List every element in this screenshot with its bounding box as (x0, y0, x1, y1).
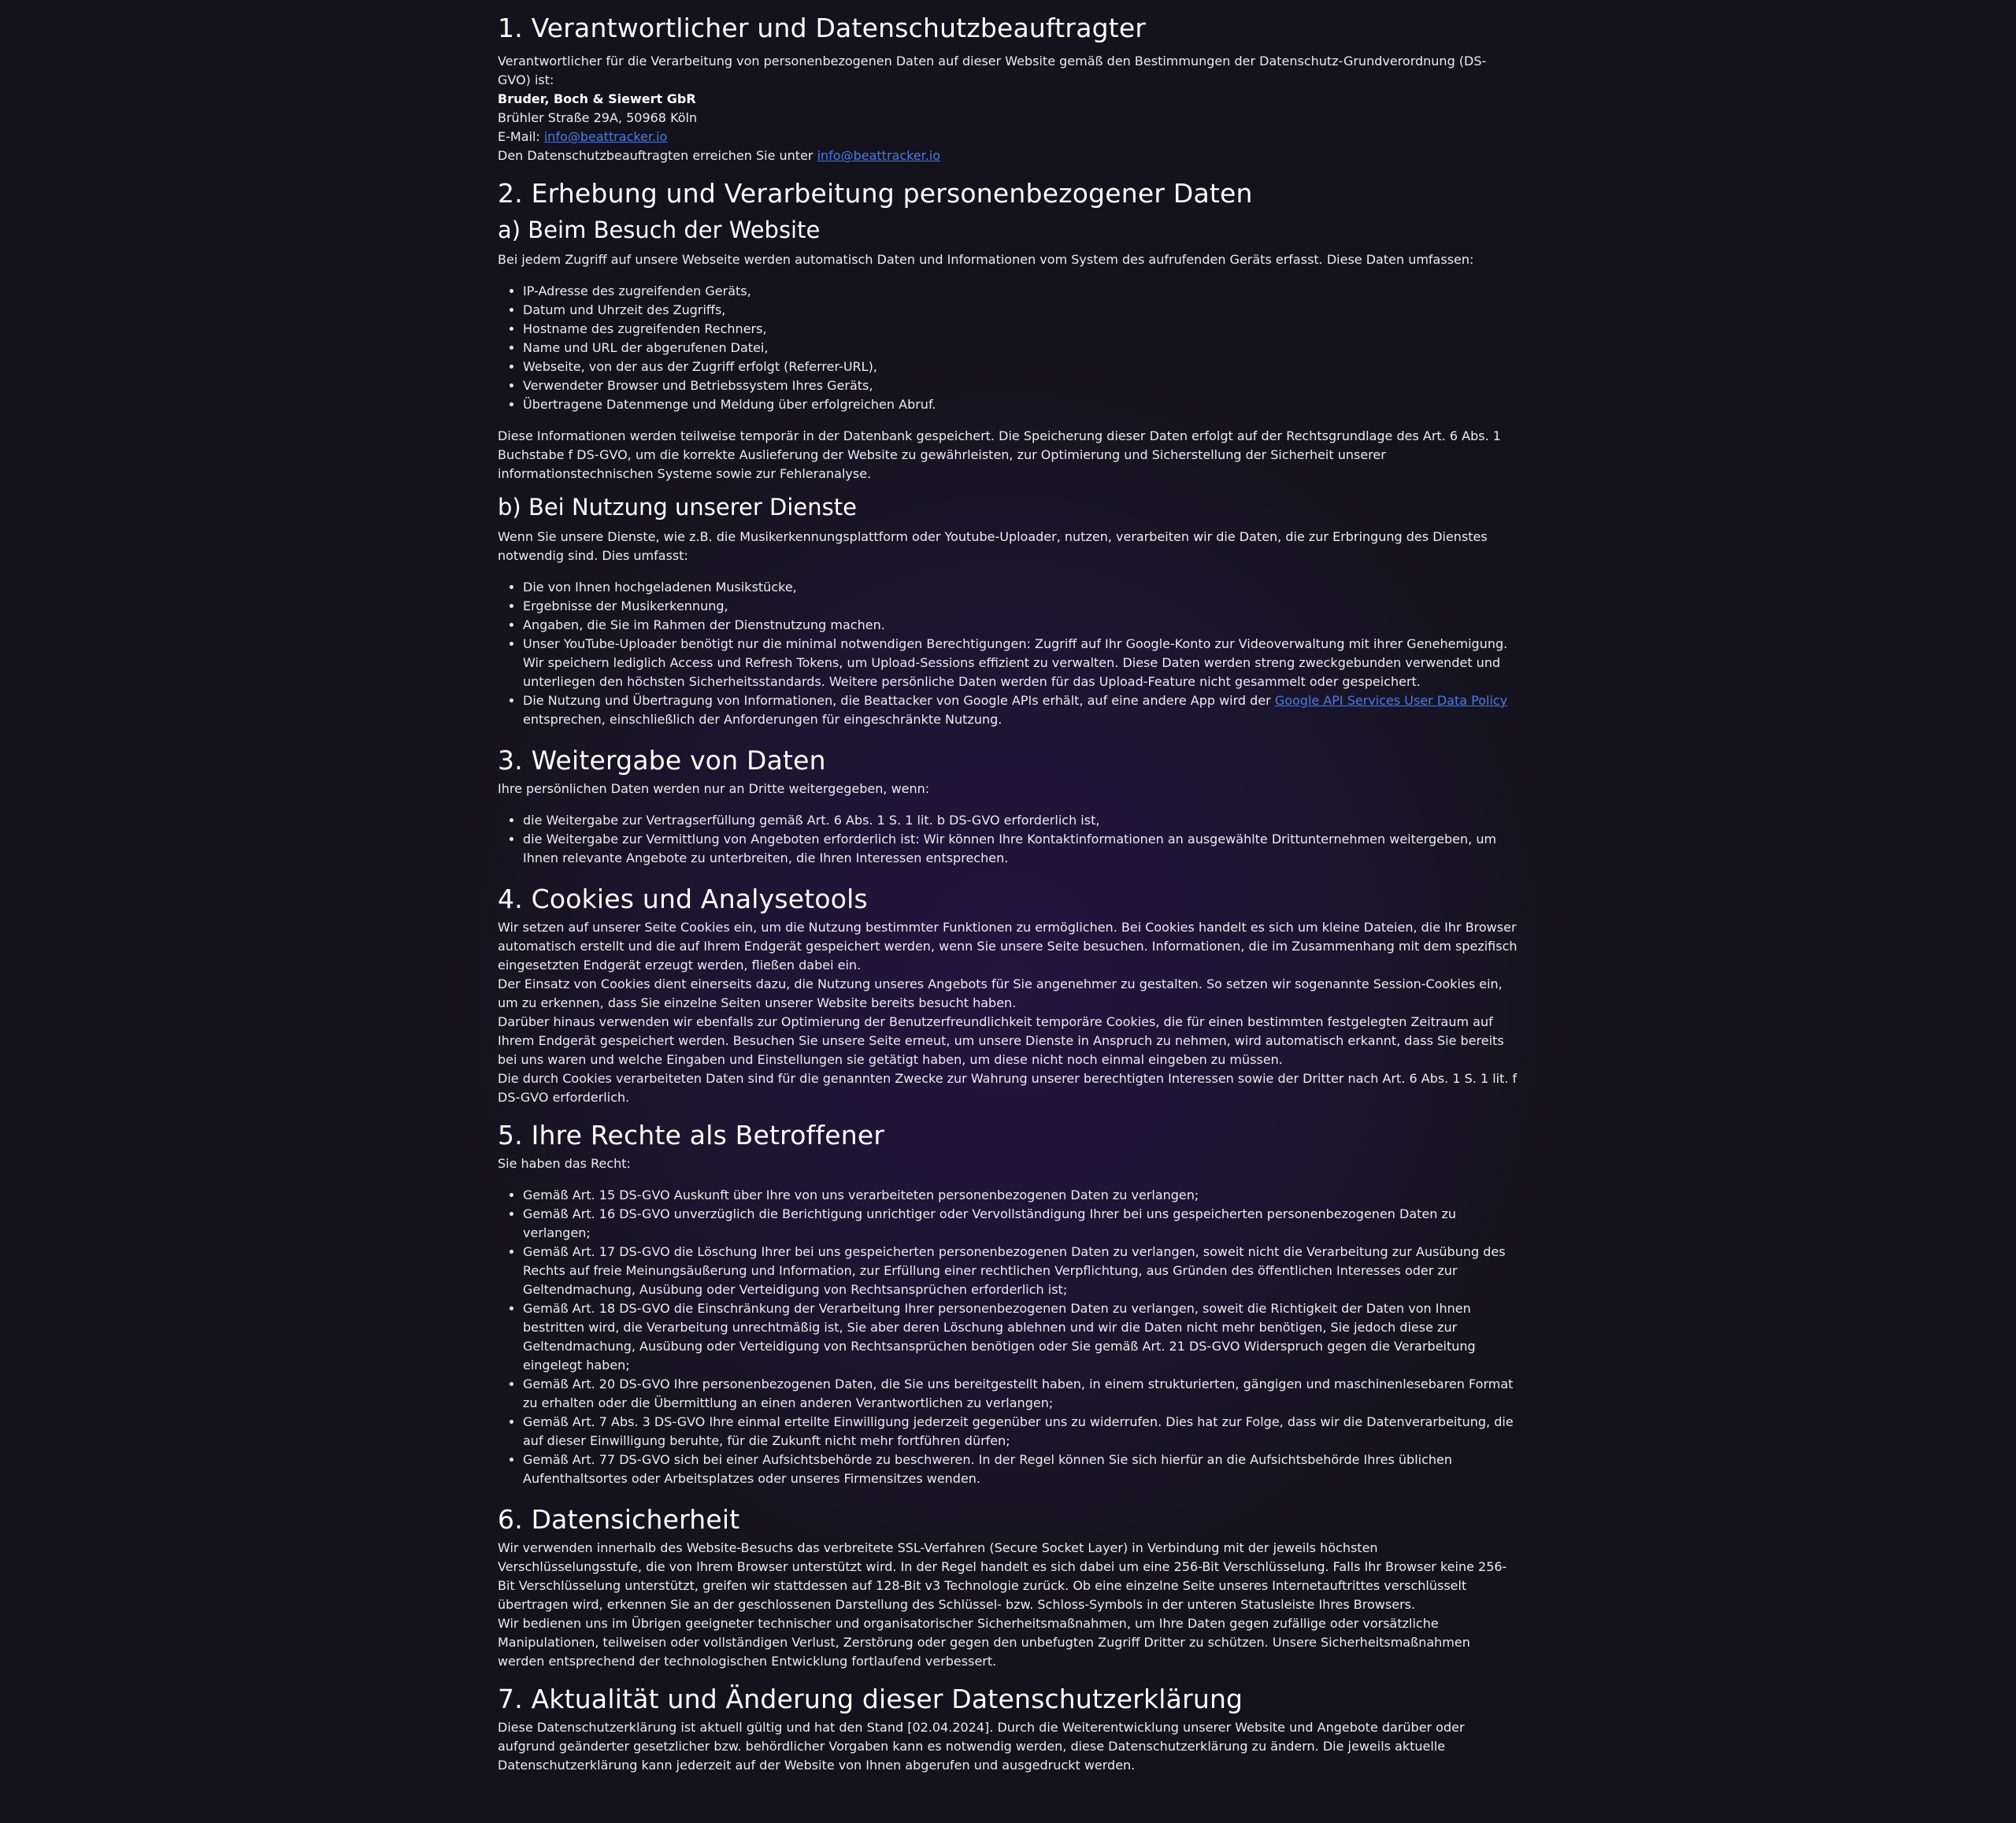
cookies-paragraph: Wir setzen auf unserer Seite Cookies ein, um die Nutzung bestimmter Funktionen zu ermöglichen. Bei Cookies handelt es sich um kleine Dateien, die Ihr Browser automatisch erstellt und die auf Ihrem Endgerät gespeichert werden, wenn Sie unsere Seite besuchen. Informationen, die im Zusammenhang mit dem spezifisch eingesetzten Endgerät erzeugt werden, fließen dabei ein. (498, 920, 1518, 973)
section-4-title: 4. Cookies und Analysetools (498, 884, 868, 914)
section-1-title: 1. Verantwortlicher und Datenschutzbeauftragter (498, 13, 1147, 43)
subsection-2a-intro: Bei jedem Zugriff auf unsere Webseite werden automatisch Daten und Informationen vom System des aufrufenden Geräts erfasst. Diese Daten umfassen: (498, 252, 1474, 267)
list-item: • Gemäß Art. 18 DS-GVO die Einschränkung der Verarbeitung Ihrer personenbezogenen Daten zu verlangen, soweit die Richtigkeit der Daten von Ihnen bestritten wird, die Verarbeitung unrechtmäßig ist, Sie aber deren Löschung ablehnen und wir die Daten nicht mehr benötigen, Sie jedoch diese zur Geltendmachung, Ausübung oder Verteidigung von Rechtsansprüchen benötigen oder Sie gemäß Art. 21 DS-GVO Widerspruch gegen die Verarbeitung eingelegt haben; (523, 1299, 1518, 1375)
list-item: • Gemäß Art. 7 Abs. 3 DS-GVO Ihre einmal erteilte Einwilligung jederzeit gegenüber uns zu widerrufen. Dies hat zur Folge, dass wir die Datenverarbeitung, die auf dieser Einwilligung beruhte, für die Zukunft nicht mehr fortführen dürfen; (523, 1413, 1518, 1451)
section-3-intro: Ihre persönlichen Daten werden nur an Dritte weitergegeben, wenn: (498, 781, 930, 796)
email-label: E-Mail: (498, 129, 544, 144)
list-item: • Verwendeter Browser und Betriebssystem Ihres Geräts, (523, 376, 1518, 395)
section-3-title: 3. Weitergabe von Daten (498, 745, 826, 776)
security-paragraph: Wir bedienen uns im Übrigen geeigneter technischer und organisatorischer Sicherheitsmaßnahmen, um Ihre Daten gegen zufällige oder vorsätzliche Manipulationen, teilweisen oder vollständigen Verlust, Zerstörung oder gegen den unbefugten Zugriff Dritter zu schützen. Unsere Sicherheitsmaßnahmen werden entsprechend der technologischen Entwicklung fortlaufend verbessert. (498, 1616, 1470, 1669)
section-7-title: 7. Aktualität und Änderung dieser Datenschutzerklärung (498, 1684, 1243, 1714)
section-controller (498, 9, 1518, 165)
subsection-2b-title: b) Bei Nutzung unserer Dienste (498, 494, 857, 521)
privacy-policy-content (498, 9, 1518, 1775)
google-api-text-suffix: entsprechen, einschließlich der Anforderungen für eingeschränkte Nutzung. (523, 712, 1002, 727)
list-item: • Angaben, die Sie im Rahmen der Dienstnutzung machen. (523, 616, 1518, 635)
list-item: • Webseite, von der aus der Zugriff erfolgt (Referrer-URL), (523, 358, 1518, 376)
section-data-collection (498, 175, 1518, 729)
list-item: • Übertragene Datenmenge und Meldung über erfolgreichen Abruf. (523, 395, 1518, 414)
collected-data-list (498, 282, 1518, 414)
list-item: • Hostname des zugreifenden Rechners, (523, 320, 1518, 339)
email-line (498, 128, 1518, 146)
cookies-paragraph: Darüber hinaus verwenden wir ebenfalls zur Optimierung der Benutzerfreundlichkeit temporäre Cookies, die für einen bestimmten festgelegten Zeitraum auf Ihrem Endgerät gespeichert werden. Besuchen Sie unsere Seite erneut, um unsere Dienste in Anspruch zu nehmen, wird automatisch erkannt, dass Sie bereits bei uns waren und welche Eingaben und Einstellungen sie getätigt haben, um diese nicht noch einmal eingeben zu müssen. (498, 1014, 1504, 1067)
list-item: • Ergebnisse der Musikerkennung, (523, 597, 1518, 616)
service-data-list (498, 578, 1518, 729)
sharing-list (498, 811, 1518, 868)
company-name-text: Bruder, Boch & Siewert GbR (498, 91, 696, 106)
updates-paragraph: Diese Datenschutzerklärung ist aktuell gültig und hat den Stand [02.04.2024]. Durch die Weiterentwicklung unserer Website und Angebote darüber oder aufgrund geänderter gesetzlicher bzw. behördlicher Vorgaben kann es notwendig werden, diese Datenschutzerklärung zu ändern. Die jeweils aktuelle Datenschutzerklärung kann jederzeit auf der Website von Ihnen abgerufen und ausgedruckt werden. (498, 1720, 1465, 1773)
rights-list (498, 1186, 1518, 1488)
list-item: • die Weitergabe zur Vertragserfüllung gemäß Art. 6 Abs. 1 S. 1 lit. b DS-GVO erforderlich ist, (523, 811, 1518, 830)
cookies-paragraph: Der Einsatz von Cookies dient einerseits dazu, die Nutzung unseres Angebots für Sie angenehmer zu gestalten. So setzen wir sogenannte Session-Cookies ein, um zu erkennen, dass Sie einzelne Seiten unserer Website bereits besucht haben. (498, 976, 1503, 1010)
google-api-policy-link[interactable]: Google API Services User Data Policy (1274, 693, 1508, 708)
section-security (498, 1501, 1518, 1671)
company-name (498, 90, 1518, 109)
security-paragraph: Wir verwenden innerhalb des Website-Besuchs das verbreitete SSL-Verfahren (Secure Socket Layer) in Verbindung mit der jeweils höchsten Verschlüsselungsstufe, die von Ihrem Browser unterstützt wird. In der Regel handelt es sich dabei um eine 256-Bit Verschlüsselung. Falls Ihr Browser keine 256-Bit Verschlüsselung unterstützt, greifen wir stattdessen auf 128-Bit v3 Technologie zurück. Ob eine einzelne Seite unseres Internetauftrittes verschlüsselt übertragen wird, erkennen Sie an der geschlossenen Darstellung des Schlüssel- bzw. Schloss-Symbols in der unteren Statusleiste Ihres Browsers. (498, 1540, 1507, 1612)
section-updates (498, 1680, 1518, 1775)
list-item: • Unser YouTube-Uploader benötigt nur die minimal notwendigen Berechtigungen: Zugriff auf Ihr Google-Konto zur Videoverwaltung mit ihrer Genehemigung. Wir speichern lediglich Access und Refresh Tokens, um Upload-Sessions effizient zu verwalten. Diese Daten werden streng zweckgebunden verwendet und unterliegen den höchsten Sicherheitsstandards. Weitere persönliche Daten werden für das Upload-Feature nicht gesammelt oder gespeichert. (523, 635, 1518, 691)
dpo-email-link[interactable]: info@beattracker.io (817, 148, 941, 163)
subsection-2b-intro: Wenn Sie unsere Dienste, wie z.B. die Musikerkennungsplattform oder Youtube-Uploader, nutzen, verarbeiten wir die Daten, die zur Erbringung des Dienstes notwendig sind. Dies umfasst: (498, 529, 1488, 563)
list-item: • die Weitergabe zur Vermittlung von Angeboten erforderlich ist: Wir können Ihre Kontaktinformationen an ausgewählte Drittunternehmen weitergeben, um Ihnen relevante Angebote zu unterbreiten, die Ihren Interessen entsprechen. (523, 830, 1518, 868)
dpo-line (498, 146, 1518, 165)
subsection-2a-title: a) Beim Besuch der Website (498, 217, 821, 243)
section-6-title: 6. Datensicherheit (498, 1504, 740, 1535)
dpo-label: Den Datenschutzbeauftragten erreichen Sie unter (498, 148, 817, 163)
list-item: • IP-Adresse des zugreifenden Geräts, (523, 282, 1518, 301)
list-item: • Datum und Uhrzeit des Zugriffs, (523, 301, 1518, 320)
section-2-title: 2. Erhebung und Verarbeitung personenbezogener Daten (498, 178, 1253, 209)
list-item: • Gemäß Art. 16 DS-GVO unverzüglich die Berichtigung unrichtiger oder Vervollständigung Ihrer bei uns gespeicherten personenbezogenen Daten zu verlangen; (523, 1205, 1518, 1243)
section-5-intro: Sie haben das Recht: (498, 1156, 631, 1171)
section-rights (498, 1117, 1518, 1488)
cookies-paragraph: Die durch Cookies verarbeiteten Daten sind für die genannten Zwecke zur Wahrung unserer berechtigten Interessen sowie der Dritter nach Art. 6 Abs. 1 S. 1 lit. f DS-GVO erforderlich. (498, 1071, 1518, 1105)
list-item: • Gemäß Art. 15 DS-GVO Auskunft über Ihre von uns verarbeiteten personenbezogenen Daten zu verlangen; (523, 1186, 1518, 1205)
list-item: • Gemäß Art. 77 DS-GVO sich bei einer Aufsichtsbehörde zu beschweren. In der Regel können Sie sich hierfür an die Aufsichtsbehörde Ihres üblichen Aufenthaltsortes oder Arbeitsplatzes oder unseres Firmensitzes wenden. (523, 1451, 1518, 1488)
list-item (523, 691, 1518, 729)
list-item: • Gemäß Art. 20 DS-GVO Ihre personenbezogenen Daten, die Sie uns bereitgestellt haben, in einem strukturierten, gängigen und maschinenlesebaren Format zu erhalten oder die Übermittlung an einen anderen Verantwortlichen zu verlangen; (523, 1375, 1518, 1413)
section-5-title: 5. Ihre Rechte als Betroffener (498, 1120, 885, 1150)
company-address: Brühler Straße 29A, 50968 Köln (498, 110, 698, 125)
list-item: • Name und URL der abgerufenen Datei, (523, 339, 1518, 358)
section-data-sharing (498, 742, 1518, 868)
list-item: • Gemäß Art. 17 DS-GVO die Löschung Ihrer bei uns gespeicherten personenbezogenen Daten zu verlangen, soweit nicht die Verarbeitung zur Ausübung des Rechts auf freie Meinungsäußerung und Information, zur Erfüllung einer rechtlichen Verpflichtung, aus Gründen des öffentlichen Interesses oder zur Geltendmachung, Ausübung oder Verteidigung von Rechtsansprüchen erforderlich ist; (523, 1243, 1518, 1299)
list-item: • Die von Ihnen hochgeladenen Musikstücke, (523, 578, 1518, 597)
subsection-2a-outro: Diese Informationen werden teilweise temporär in der Datenbank gespeichert. Die Speicherung dieser Daten erfolgt auf der Rechtsgrundlage des Art. 6 Abs. 1 Buchstabe f DS-GVO, um die korrekte Auslieferung der Website zu gewährleisten, zur Optimierung und Sicherstellung der Sicherheit unserer informationstechnischen Systeme sowie zur Fehleranalyse. (498, 428, 1501, 481)
google-api-text-prefix: Die Nutzung und Übertragung von Informationen, die Beattacker von Google APIs erhält, auf eine andere App wird der (523, 693, 1275, 708)
email-link[interactable]: info@beattracker.io (543, 129, 668, 144)
controller-intro: Verantwortlicher für die Verarbeitung von personenbezogenen Daten auf dieser Website gemäß den Bestimmungen der Datenschutz-Grundverordnung (DS-GVO) ist: (498, 54, 1487, 87)
section-cookies (498, 880, 1518, 1107)
